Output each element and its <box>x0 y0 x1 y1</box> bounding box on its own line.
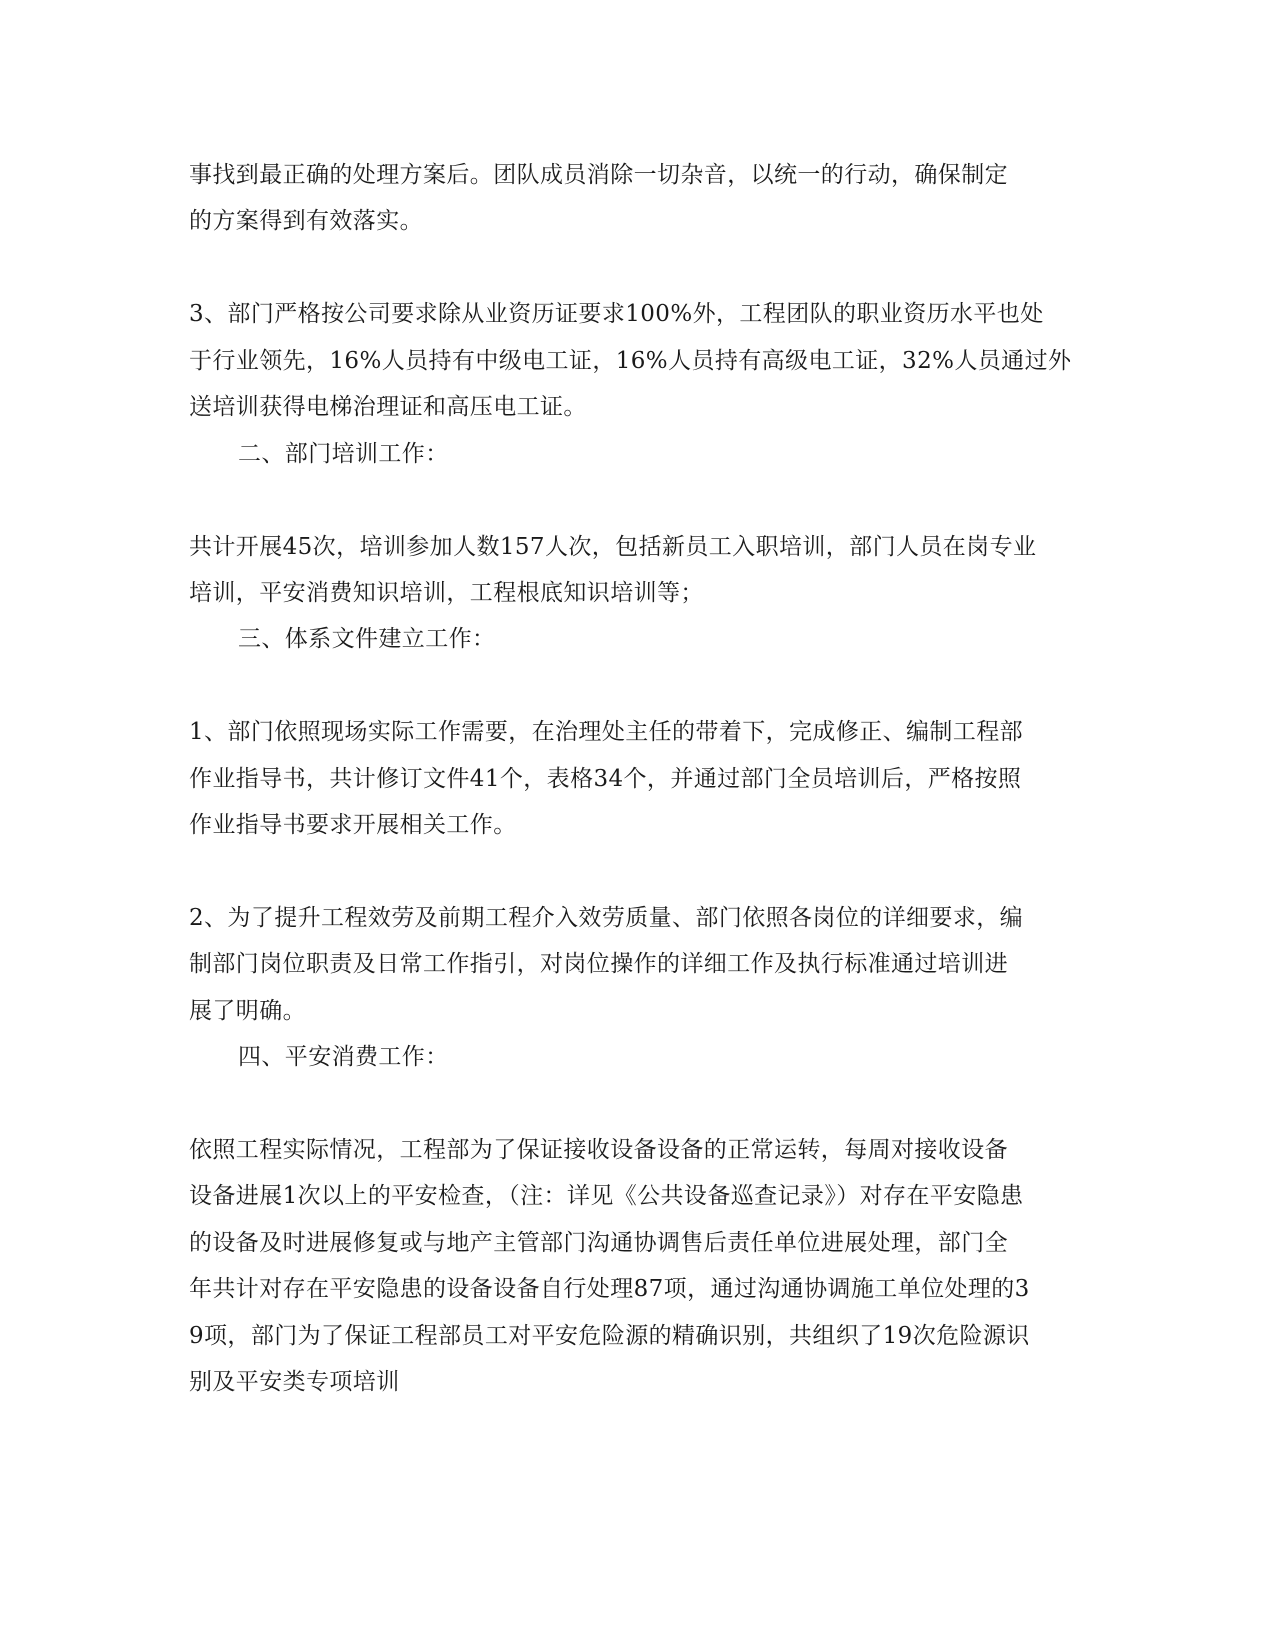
paragraph-line: 设备进展1次以上的平安检查，（注：详见《公共设备巡查记录》）对存在平安隐患 <box>189 1183 1024 1209</box>
paragraph-line: 3、部门严格按公司要求除从业资历证要求100%外，工程团队的职业资历水平也处 <box>189 301 1044 327</box>
paragraph-line: 送培训获得电梯治理证和高压电工证。 <box>189 394 587 420</box>
paragraph-line: 共计开展45次，培训参加人数157人次，包括新员工入职培训，部门人员在岗专业 <box>189 534 1037 560</box>
paragraph-line: 9项，部门为了保证工程部员工对平安危险源的精确识别，共组织了19次危险源识 <box>189 1323 1030 1349</box>
paragraph-line: 1、部门依照现场实际工作需要，在治理处主任的带着下，完成修正、编制工程部 <box>189 719 1024 745</box>
paragraph-line: 作业指导书，共计修订文件41个，表格34个，并通过部门全员培训后，严格按照 <box>189 766 1022 792</box>
paragraph-line: 制部门岗位职责及日常工作指引，对岗位操作的详细工作及执行标准通过培训进 <box>189 951 1008 977</box>
paragraph-line: 培训，平安消费知识培训，工程根底知识培训等； <box>189 580 704 606</box>
paragraph-line: 事找到最正确的处理方案后。团队成员消除一切杂音，以统一的行动，确保制定 <box>189 162 1008 188</box>
paragraph-line: 别及平安类专项培训 <box>189 1369 400 1395</box>
paragraph-line: 依照工程实际情况，工程部为了保证接收设备设备的正常运转，每周对接收设备 <box>189 1137 1008 1163</box>
section-heading-safety: 四、平安消费工作： <box>238 1044 449 1070</box>
paragraph-line: 于行业领先，16%人员持有中级电工证，16%人员持有高级电工证，32%人员通过外 <box>189 348 1072 374</box>
paragraph-line: 年共计对存在平安隐患的设备设备自行处理87项，通过沟通协调施工单位处理的3 <box>189 1276 1030 1302</box>
paragraph-line: 2、为了提升工程效劳及前期工程介入效劳质量、部门依照各岗位的详细要求，编 <box>189 905 1024 931</box>
section-heading-system-docs: 三、体系文件建立工作： <box>238 626 496 652</box>
paragraph-line: 作业指导书要求开展相关工作。 <box>189 812 517 838</box>
paragraph-line: 的设备及时进展修复或与地产主管部门沟通协调售后责任单位进展处理，部门全 <box>189 1230 1008 1256</box>
section-heading-training: 二、部门培训工作： <box>238 441 449 467</box>
paragraph-line: 展了明确。 <box>189 998 306 1024</box>
paragraph-line: 的方案得到有效落实。 <box>189 208 423 234</box>
